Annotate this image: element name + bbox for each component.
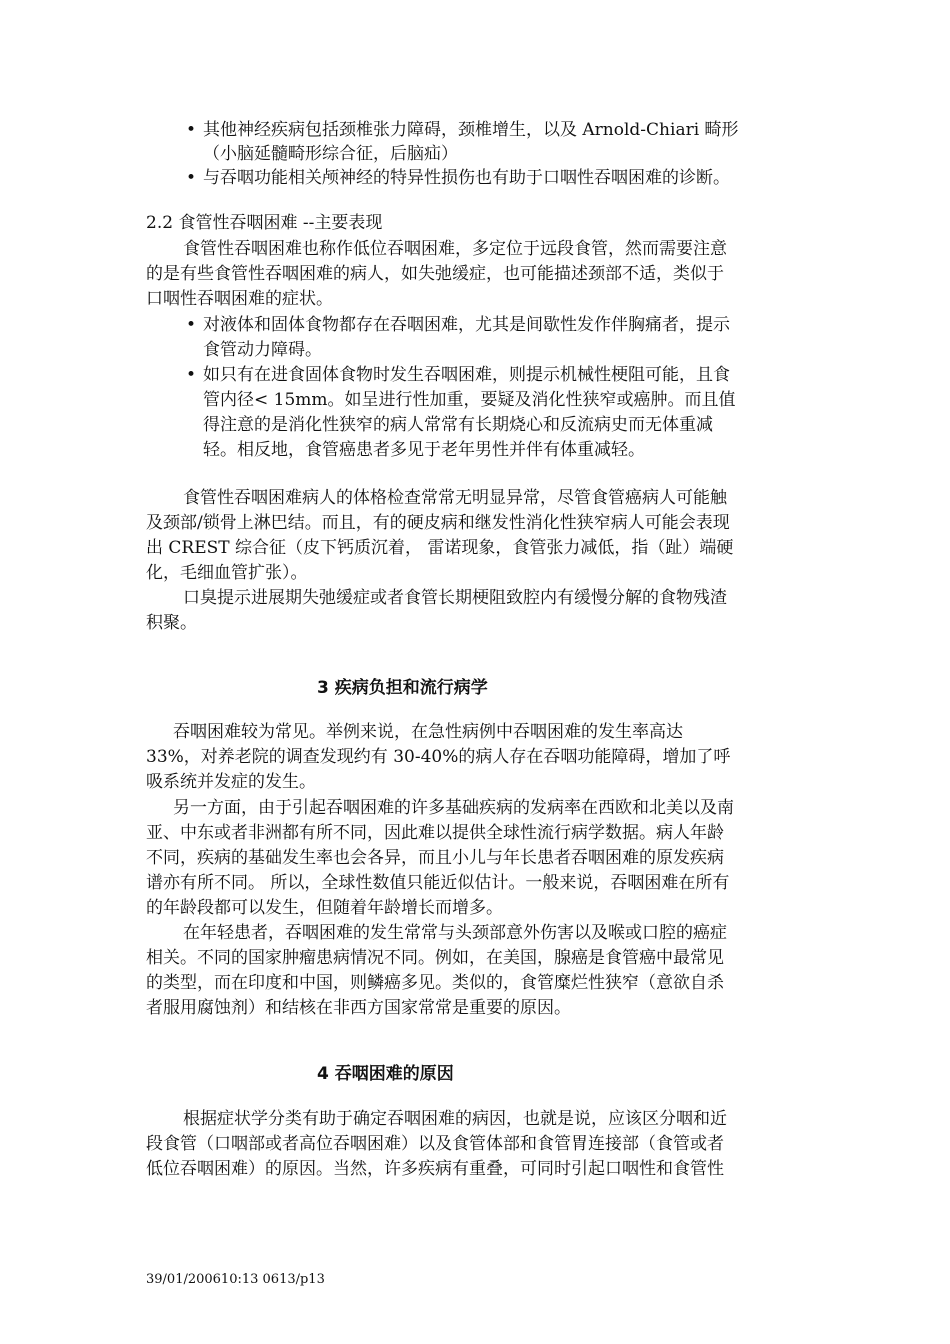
bullet-line: 与吞咽功能相关颅神经的特异性损伤也有助于口咽性吞咽困难的诊断。 [203, 168, 730, 188]
paragraph-line: 出 CREST 综合征（皮下钙质沉着， 雷诺现象，食管张力减低，指（趾）端硬 [146, 538, 734, 558]
paragraph-line: 吸系统并发症的发生。 [146, 772, 316, 792]
page-footer: 39/01/200610:13 0613/p13 [146, 1272, 325, 1287]
bullet-marker: • [186, 120, 197, 140]
section-heading: 4 吞咽困难的原因 [317, 1064, 454, 1084]
bullet-line: 得注意的是消化性狭窄的病人常常有长期烧心和反流病史而无体重减 [203, 415, 713, 435]
bullet-line: 其他神经疾病包括颈椎张力障碍，颈椎增生，以及 Arnold-Chiari 畸形 [203, 120, 739, 140]
paragraph-line: 食管性吞咽困难病人的体格检查常常无明显异常，尽管食管癌病人可能触 [183, 488, 727, 508]
paragraph-line: 在年轻患者，吞咽困难的发生常常与头颈部意外伤害以及喉或口腔的癌症 [183, 923, 727, 943]
bullet-line: 如只有在进食固体食物时发生吞咽困难，则提示机械性梗阻可能，且食 [203, 365, 730, 385]
bullet-line: 轻。相反地，食管癌患者多见于老年男性并伴有体重减轻。 [203, 440, 645, 460]
paragraph-line: 33%，对养老院的调查发现约有 30-40%的病人存在吞咽功能障碍，增加了呼 [146, 747, 731, 767]
section-heading: 3 疾病负担和流行病学 [317, 678, 488, 698]
paragraph-line: 亚、中东或者非洲都有所不同，因此难以提供全球性流行病学数据。病人年龄 [146, 823, 724, 843]
paragraph-line: 吞咽困难较为常见。举例来说，在急性病例中吞咽困难的发生率高达 [173, 722, 683, 742]
paragraph-line: 不同，疾病的基础发生率也会各异，而且小儿与年长患者吞咽困难的原发疾病 [146, 848, 724, 868]
paragraph-line: 段食管（口咽部或者高位吞咽困难）以及食管体部和食管胃连接部（食管或者 [146, 1134, 724, 1154]
bullet-marker: • [186, 365, 197, 385]
bullet-line: （小脑延髓畸形综合征，后脑疝） [203, 144, 458, 164]
bullet-marker: • [186, 315, 197, 335]
paragraph-line: 积聚。 [146, 613, 197, 633]
paragraph-line: 的是有些食管性吞咽困难的病人，如失弛缓症，也可能描述颈部不适，类似于 [146, 264, 724, 284]
section-heading: 2.2 食管性吞咽困难 --主要表现 [146, 213, 383, 233]
bullet-marker: • [186, 168, 197, 188]
paragraph-line: 化，毛细血管扩张）。 [146, 563, 308, 583]
paragraph-line: 及颈部/锁骨上淋巴结。而且，有的硬皮病和继发性消化性狭窄病人可能会表现 [146, 513, 730, 533]
paragraph-line: 相关。不同的国家肿瘤患病情况不同。例如，在美国，腺癌是食管癌中最常见 [146, 948, 724, 968]
bullet-line: 食管动力障碍。 [203, 340, 322, 360]
paragraph-line: 口臭提示进展期失弛缓症或者食管长期梗阻致腔内有缓慢分解的食物残渣 [183, 588, 727, 608]
paragraph-line: 的类型，而在印度和中国，则鳞癌多见。类似的，食管糜烂性狭窄（意欲自杀 [146, 973, 724, 993]
bullet-line: 管内径< 15mm。如呈进行性加重，要疑及消化性狭窄或癌肿。而且值 [203, 390, 736, 410]
bullet-line: 对液体和固体食物都存在吞咽困难，尤其是间歇性发作伴胸痛者，提示 [203, 315, 730, 335]
paragraph-line: 低位吞咽困难）的原因。当然，许多疾病有重叠，可同时引起口咽性和食管性 [146, 1159, 724, 1179]
paragraph-line: 根据症状学分类有助于确定吞咽困难的病因，也就是说，应该区分咽和近 [183, 1109, 727, 1129]
paragraph-line: 者服用腐蚀剂）和结核在非西方国家常常是重要的原因。 [146, 998, 571, 1018]
paragraph-line: 谱亦有所不同。 所以，全球性数值只能近似估计。一般来说，吞咽困难在所有 [146, 873, 730, 893]
paragraph-line: 口咽性吞咽困难的症状。 [146, 289, 333, 309]
paragraph-line: 食管性吞咽困难也称作低位吞咽困难，多定位于远段食管，然而需要注意 [183, 239, 727, 259]
paragraph-line: 的年龄段都可以发生，但随着年龄增长而增多。 [146, 898, 503, 918]
paragraph-line: 另一方面，由于引起吞咽困难的许多基础疾病的发病率在西欧和北美以及南 [173, 798, 734, 818]
